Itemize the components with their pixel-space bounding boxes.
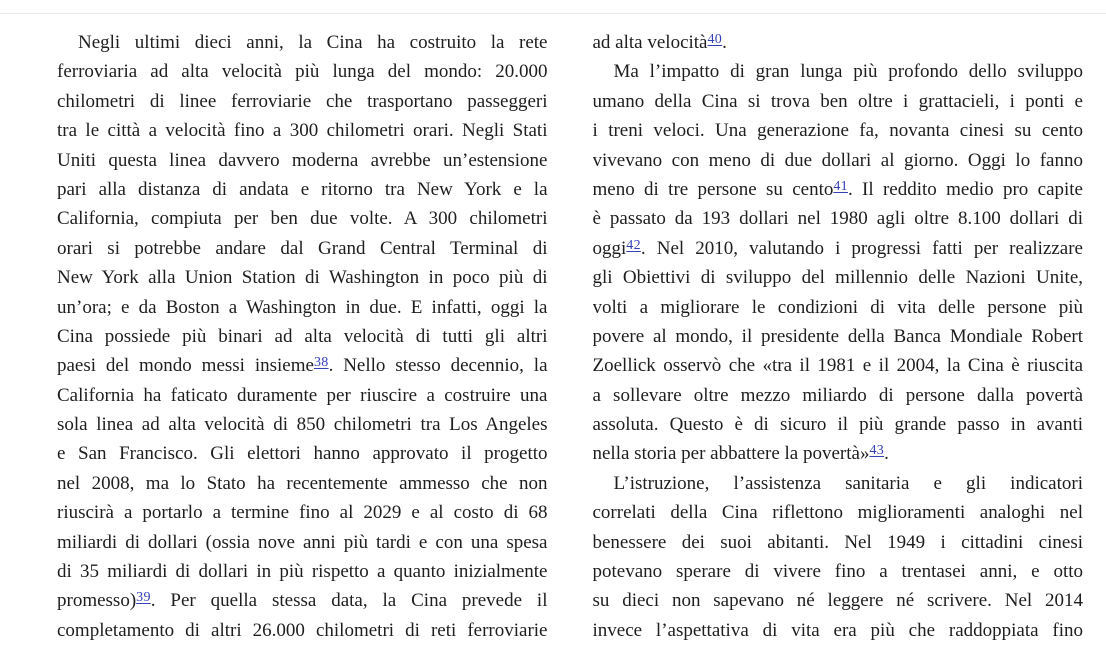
text-line: oggi$^{42}$. Nel 2010, valutando i progressi fatti per realizzare [592,237,1083,259]
text-line: chilometri di linee ferroviarie che trasportano passeggeri [57,90,548,112]
text-column-right [593,28,1084,645]
text-line: Ma l’impatto di gran lunga più profondo dello sviluppo [613,61,1083,83]
text-line: correlati della Cina riflettono miglioramenti analoghi nel [592,502,1083,524]
text-column-left [57,28,548,645]
text-line: nel 2008, ma lo Stato ha recentemente ammesso che non [57,472,548,494]
text-line: volti a migliorare le condizioni di vita delle persone più [592,296,1083,318]
text-line: Uniti questa linea davvero moderna avrebbe un’estensione [57,149,548,171]
text-line: nella storia per abbattere la povertà»$^{43}$. [592,443,889,465]
text-line: Zoellick osservò che «tra il 1981 e il 2004, la Cina è riuscita [592,355,1083,377]
text-line: tra le città a velocità fino a 300 chilometri orari. Negli Stati [57,120,548,142]
text-line: Negli ultimi dieci anni, la Cina ha costruito la rete [78,32,548,53]
text-line: ad alta velocità$^{40}$. [592,32,727,53]
text-line: New York alla Union Station di Washington in poco più di [57,267,548,289]
text-line: gli Obiettivi di sviluppo del millennio delle Nazioni Unite, [592,267,1083,289]
text-line: benessere dei suoi abitanti. Nel 1949 i cittadini cinesi [592,531,1083,553]
footnote-ref-43[interactable]: 43 [869,443,885,459]
text-line: è passato da 193 dollari nel 1980 agli oltre 8.100 dollari di [592,208,1083,230]
text-line: California, compiuta per ben due volte. A 300 chilometri [57,208,548,230]
footnote-ref-42[interactable]: 42 [626,237,641,253]
text-line: miliardi di dollari (ossia nove anni più tardi e con una spesa [57,531,548,553]
text-line: potevano sperare di vivere fino a trentasei anni, e otto [592,561,1083,583]
footnote-ref-40[interactable]: 40 [707,32,723,47]
text-line: promesso)$^{39}$. Per quella stessa data, la Cina prevede il [57,590,548,612]
book-page [57,28,1083,645]
text-line: i treni veloci. Una generazione fa, novanta cinesi su cento [592,120,1083,142]
text-line: invece l’aspettativa di vita era più che raddoppiata fino [592,619,1083,641]
text-line: vivevano con meno di due dollari al giorno. Oggi lo fanno [592,149,1083,171]
text-line: sola linea ad alta velocità di 850 chilometri tra Los Angeles [57,414,548,436]
footnote-ref-39[interactable]: 39 [136,590,151,606]
text-line: e San Francisco. Gli elettori hanno approvato il progetto [57,443,548,465]
text-line: un’ora; e da Boston a Washington in due. E infatti, oggi la [57,296,548,318]
top-divider [0,13,1106,14]
text-line: meno di tre persone su cento$^{41}$. Il reddito medio pro capite [592,178,1083,200]
footnote-ref-41[interactable]: 41 [833,178,848,194]
text-line: Cina possiede più binari ad alta velocità di tutti gli altri [57,325,548,347]
text-line: ferroviaria ad alta velocità più lunga del mondo: 20.000 [57,61,548,83]
text-line: umano della Cina si trova ben oltre i grattacieli, i ponti e [592,90,1083,112]
text-line: su dieci non sapevano né leggere né scrivere. Nel 2014 [592,590,1083,612]
text-line: di 35 miliardi di dollari in più rispetto a quanto inizialmente [57,561,548,583]
text-line: povere al mondo, il presidente della Banca Mondiale Robert [592,325,1083,347]
text-line: assoluta. Questo è di sicuro il più grande passo in avanti [592,414,1083,436]
text-line: riuscirà a portarlo a termine fino al 2029 e al costo di 68 [57,502,548,524]
text-line: a sollevare oltre mezzo miliardo di persone dalla povertà [592,384,1083,406]
text-line: California ha faticato duramente per riuscire a costruire una [57,384,548,406]
text-line: completamento di altri 26.000 chilometri di reti ferroviarie [57,619,548,641]
text-line: orari si potrebbe andare dal Grand Central Terminal di [57,237,548,259]
footnote-ref-38[interactable]: 38 [313,355,329,371]
text-line: L’istruzione, l’assistenza sanitaria e gli indicatori [613,472,1083,494]
text-line: paesi del mondo messi insieme$^{38}$. Nello stesso decennio, la [57,355,548,377]
text-line: pari alla distanza di andata e ritorno tra New York e la [57,178,548,200]
